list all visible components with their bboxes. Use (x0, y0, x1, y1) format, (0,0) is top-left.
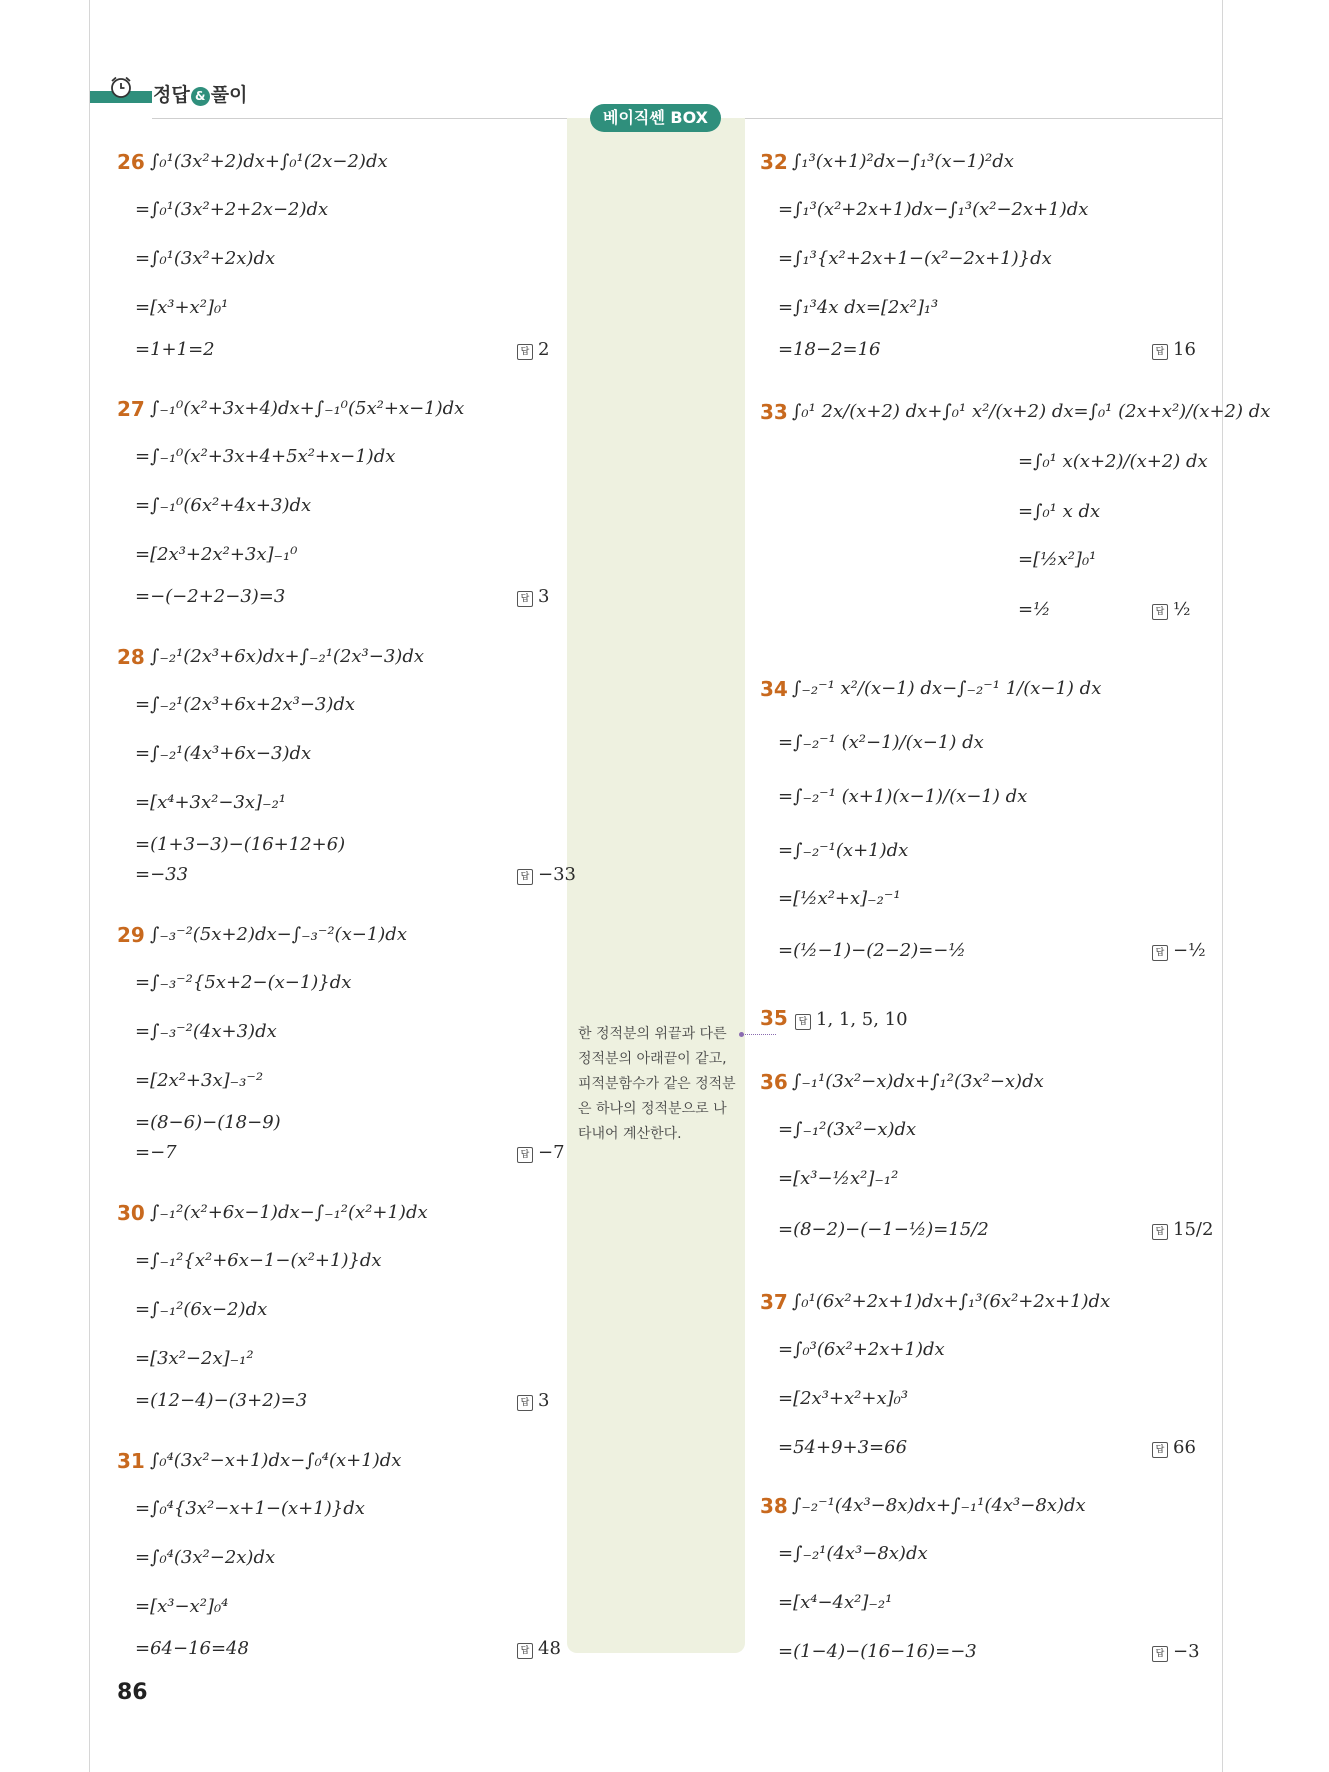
solution-line: =∫₁³(x²+2x+1)dx−∫₁³(x²−2x+1)dx (778, 199, 1089, 220)
solution-line: ∫₋₁²(x²+6x−1)dx−∫₋₁²(x²+1)dx (150, 1202, 428, 1223)
solution-line: =∫₋₂⁻¹(x+1)dx (778, 840, 909, 861)
section-title-right: 풀이 (210, 84, 248, 106)
answer-value: 1, 1, 5, 10 (816, 1009, 908, 1030)
ampersand-badge: & (191, 87, 210, 106)
solution-line: ∫₋₂⁻¹ x²/(x−1) dx−∫₋₂⁻¹ 1/(x−1) dx (792, 678, 1102, 699)
problem-number: 29 (117, 923, 145, 947)
solution-line: =−(−2+2−3)=3 (135, 586, 286, 607)
solution-line: =∫₀⁴{3x²−x+1−(x+1)}dx (135, 1498, 365, 1519)
answer-value: 15/2 (1173, 1219, 1214, 1240)
answer (517, 1141, 565, 1165)
solution-line: =∫₋₂⁻¹ (x+1)(x−1)/(x−1) dx (778, 786, 1028, 807)
answer (517, 1637, 561, 1661)
solution-line: =∫₋₂¹(4x³−8x)dx (778, 1543, 928, 1564)
problem-number: 33 (760, 400, 788, 424)
right-margin-rule (1222, 0, 1223, 1772)
solution-line: =∫₋₃⁻²(4x+3)dx (135, 1021, 277, 1042)
answer-value: −7 (538, 1142, 565, 1163)
solution-line: =[2x³+2x²+3x]₋₁⁰ (135, 544, 298, 565)
solution-line: =(12−4)−(3+2)=3 (135, 1390, 308, 1411)
answer-value: ½ (1173, 599, 1191, 620)
answer-mark-icon: 답 (1152, 604, 1168, 620)
problem-number: 28 (117, 645, 145, 669)
solution-line: =[2x³+x²+x]₀³ (778, 1388, 909, 1409)
solution-line: =½ (1018, 599, 1051, 620)
solution-line: =∫₋₁⁰(6x²+4x+3)dx (135, 495, 312, 516)
solution-line: ∫₋₂¹(2x³+6x)dx+∫₋₂¹(2x³−3)dx (150, 646, 424, 667)
answer (1152, 338, 1196, 362)
solution-line: =[x³−½x²]₋₁² (778, 1168, 899, 1189)
problem-number: 36 (760, 1070, 788, 1094)
answer-mark-icon: 답 (517, 591, 533, 607)
solution-line: ∫₀¹(6x²+2x+1)dx+∫₁³(6x²+2x+1)dx (792, 1291, 1111, 1312)
page-number: 86 (117, 1680, 148, 1705)
solution-line: =∫₋₂¹(4x³+6x−3)dx (135, 743, 312, 764)
answer-value: 16 (1173, 339, 1196, 360)
solution-line: =[x⁴−4x²]₋₂¹ (778, 1592, 893, 1613)
problem-number: 27 (117, 397, 145, 421)
answer-mark-icon: 답 (1152, 344, 1168, 360)
solution-line: ∫₋₃⁻²(5x+2)dx−∫₋₃⁻²(x−1)dx (150, 924, 407, 945)
solution-line: =∫₋₁²(6x−2)dx (135, 1299, 268, 1320)
answer-value: 3 (538, 1390, 550, 1411)
answer-mark-icon: 답 (795, 1014, 811, 1030)
box-label: 베이직쎈 BOX (590, 104, 721, 132)
answer (1152, 1436, 1196, 1460)
answer-value: −3 (1173, 1641, 1200, 1662)
answer (517, 1389, 549, 1413)
answer-mark-icon: 답 (517, 1395, 533, 1411)
solution-line: =∫₀⁴(3x²−2x)dx (135, 1547, 276, 1568)
problem-number: 32 (760, 150, 788, 174)
answer (1152, 1218, 1213, 1242)
answer (517, 863, 576, 887)
answer-mark-icon: 답 (1152, 1224, 1168, 1240)
solution-line: =(½−1)−(2−2)=−½ (778, 940, 966, 961)
answer (517, 338, 549, 362)
answer-mark-icon: 답 (517, 1147, 533, 1163)
answer (1152, 1640, 1200, 1664)
solution-line: =∫₋₁⁰(x²+3x+4+5x²+x−1)dx (135, 446, 396, 467)
solution-line: =[x⁴+3x²−3x]₋₂¹ (135, 792, 287, 813)
answer-mark-icon: 답 (517, 1643, 533, 1659)
solution-line: =∫₋₂⁻¹ (x²−1)/(x−1) dx (778, 732, 984, 753)
solution-line: =[3x²−2x]₋₁² (135, 1348, 254, 1369)
problem-number: 26 (117, 150, 145, 174)
solution-line: =∫₀³(6x²+2x+1)dx (778, 1339, 945, 1360)
solution-line: =[½x²]₀¹ (1018, 549, 1097, 570)
answer (795, 1008, 908, 1032)
solution-line: =[x³−x²]₀⁴ (135, 1596, 229, 1617)
solution-line: =(1+3−3)−(16+12+6) (135, 834, 346, 855)
problem-number: 35 (760, 1006, 788, 1030)
solution-line: =∫₀¹(3x²+2+2x−2)dx (135, 199, 329, 220)
solution-line: ∫₁³(x+1)²dx−∫₁³(x−1)²dx (792, 151, 1014, 172)
answer-value: 66 (1173, 1437, 1196, 1458)
solution-line: =64−16=48 (135, 1638, 249, 1659)
answer-mark-icon: 답 (1152, 1442, 1168, 1458)
alarm-clock-icon (109, 75, 133, 99)
solution-line: =∫₀¹(3x²+2x)dx (135, 248, 276, 269)
answer-mark-icon: 답 (1152, 945, 1168, 961)
solution-line: =18−2=16 (778, 339, 881, 360)
solution-line: ∫₀¹ 2x/(x+2) dx+∫₀¹ x²/(x+2) dx=∫₀¹ (2x+x²)/(x+2) dx (792, 401, 1271, 422)
side-box-column (567, 118, 745, 1653)
note-pointer-line (740, 1034, 776, 1035)
answer-value: 48 (538, 1638, 561, 1659)
solution-line: =∫₋₁²{x²+6x−1−(x²+1)}dx (135, 1250, 382, 1271)
solution-line: =∫₁³{x²+2x+1−(x²−2x+1)}dx (778, 248, 1052, 269)
solution-line: =∫₋₃⁻²{5x+2−(x−1)}dx (135, 972, 352, 993)
solution-line: =1+1=2 (135, 339, 215, 360)
solution-line: =∫₋₁²(3x²−x)dx (778, 1119, 917, 1140)
solution-line: =54+9+3=66 (778, 1437, 908, 1458)
solution-line: =∫₀¹ x dx (1018, 501, 1101, 522)
section-title (153, 80, 247, 107)
answer (1152, 939, 1206, 963)
section-title-left: 정답 (153, 84, 190, 106)
solution-line: ∫₋₁⁰(x²+3x+4)dx+∫₋₁⁰(5x²+x−1)dx (150, 398, 465, 419)
answer-value: −33 (538, 864, 576, 885)
solution-line: =−7 (135, 1142, 177, 1163)
answer (517, 585, 549, 609)
problem-number: 34 (760, 677, 788, 701)
solution-line: =(8−2)−(−1−½)=15/2 (778, 1219, 989, 1240)
solution-line: =−33 (135, 864, 189, 885)
solution-line: ∫₀¹(3x²+2)dx+∫₀¹(2x−2)dx (150, 151, 388, 172)
solution-line: =[x³+x²]₀¹ (135, 297, 229, 318)
left-margin-rule (89, 0, 90, 1772)
solution-line: =[2x²+3x]₋₃⁻² (135, 1070, 264, 1091)
answer-mark-icon: 답 (517, 344, 533, 360)
answer-mark-icon: 답 (1152, 1646, 1168, 1662)
solution-line: =∫₁³4x dx=[2x²]₁³ (778, 297, 939, 318)
box-note: 한 정적분의 위끝과 다른 정적분의 아래끝이 같고, 피적분함수가 같은 정적분은 하나의 정적분으로 나타내어 계산한다. (578, 1026, 736, 1142)
solution-line: ∫₀⁴(3x²−x+1)dx−∫₀⁴(x+1)dx (150, 1450, 402, 1471)
problem-number: 30 (117, 1201, 145, 1225)
problem-number: 37 (760, 1290, 788, 1314)
solution-line: =(1−4)−(16−16)=−3 (778, 1641, 977, 1662)
answer-value: 3 (538, 586, 550, 607)
answer (1152, 598, 1190, 622)
solution-line: =∫₀¹ x(x+2)/(x+2) dx (1018, 451, 1208, 472)
solution-line: =(8−6)−(18−9) (135, 1112, 281, 1133)
answer-value: 2 (538, 339, 550, 360)
solution-line: ∫₋₂⁻¹(4x³−8x)dx+∫₋₁¹(4x³−8x)dx (792, 1495, 1086, 1516)
problem-number: 31 (117, 1449, 145, 1473)
answer-value: −½ (1173, 940, 1206, 961)
problem-number: 38 (760, 1494, 788, 1518)
solution-line: =∫₋₂¹(2x³+6x+2x³−3)dx (135, 694, 356, 715)
solution-line: =[½x²+x]₋₂⁻¹ (778, 888, 901, 909)
solution-line: ∫₋₁¹(3x²−x)dx+∫₁²(3x²−x)dx (792, 1071, 1044, 1092)
answer-mark-icon: 답 (517, 869, 533, 885)
